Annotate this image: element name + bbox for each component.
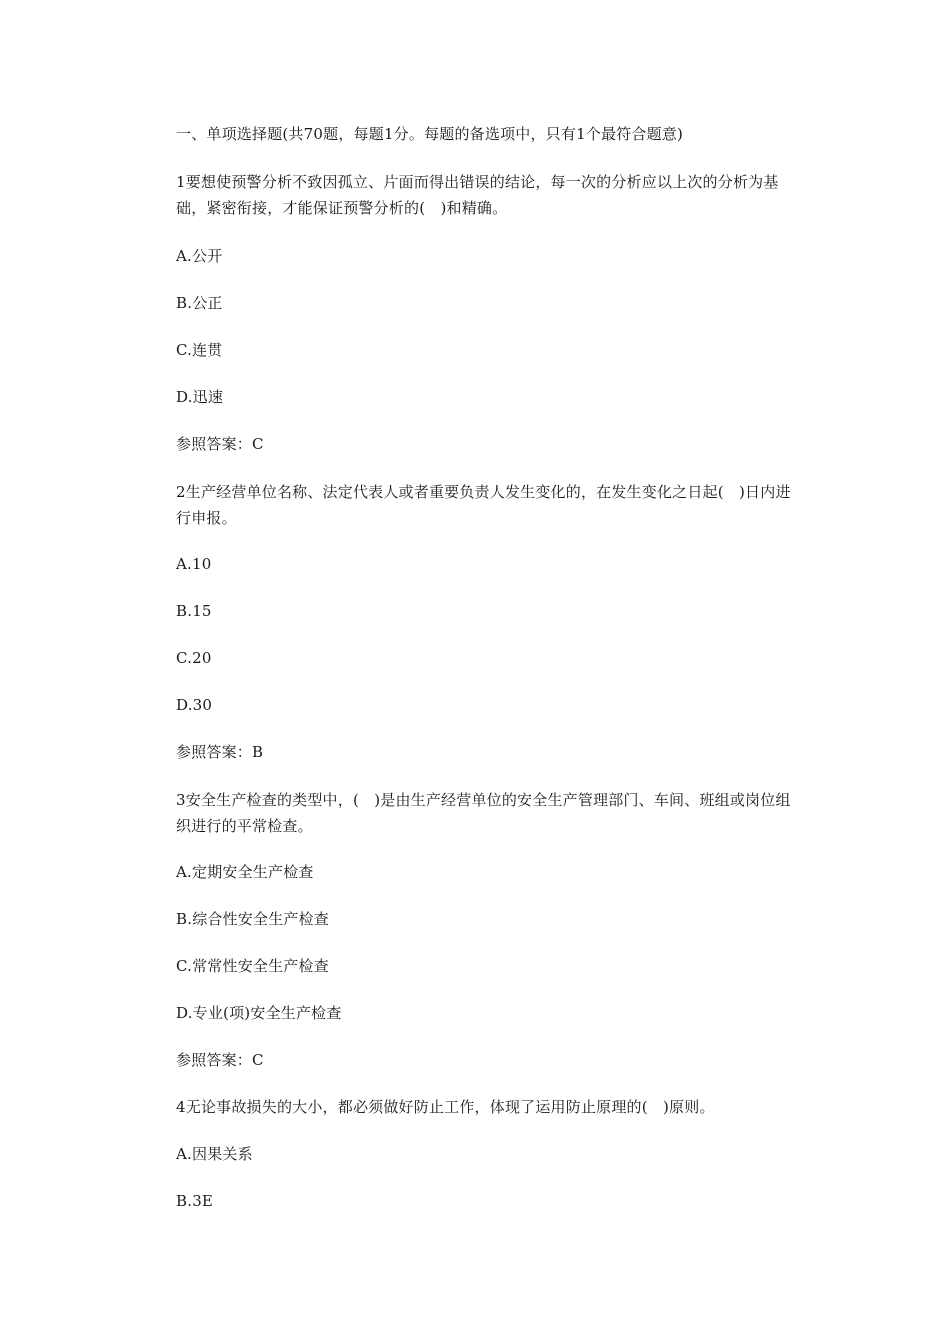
question-1-stem: 1要想使预警分析不致因孤立、片面而得出错误的结论，每一次的分析应以上次的分析为基础，紧密衔接，才能保证预警分析的( )和精确。 <box>176 173 779 217</box>
question-1-option-d: D.迅速 <box>176 388 224 406</box>
question-1-option-b: B.公正 <box>176 294 223 312</box>
question-3-option-c: C.常常性安全生产检查 <box>176 957 329 975</box>
question-3-stem: 3安全生产检查的类型中，( )是由生产经营单位的安全生产管理部门、车间、班组或岗位组织进行的平常检查。 <box>176 791 791 835</box>
question-3-option-d: D.专业(项)安全生产检查 <box>176 1004 342 1022</box>
question-2-option-d: D.30 <box>176 696 213 714</box>
question-3-option-b: B.综合性安全生产检查 <box>176 910 329 928</box>
section-heading: 一、单项选择题(共70题，每题1分。每题的备选项中，只有1个最符合题意) <box>176 125 684 143</box>
question-2-option-c: C.20 <box>176 649 212 667</box>
question-3-answer: 参照答案：C <box>176 1051 264 1069</box>
question-1-option-a: A.公开 <box>176 247 223 265</box>
question-3-option-a: A.定期安全生产检查 <box>176 863 314 881</box>
question-2-option-b: B.15 <box>176 602 212 620</box>
question-4-stem: 4无论事故损失的大小，都必须做好防止工作，体现了运用防止原理的( )原则。 <box>176 1098 715 1116</box>
question-1-option-c: C.连贯 <box>176 341 223 359</box>
question-2-answer: 参照答案：B <box>176 743 264 761</box>
question-4-option-a: A.因果关系 <box>176 1145 253 1163</box>
question-1-answer: 参照答案：C <box>176 435 264 453</box>
question-2-option-a: A.10 <box>176 555 212 573</box>
question-2-stem: 2生产经营单位名称、法定代表人或者重要负责人发生变化的，在发生变化之日起( )日内进行申报。 <box>176 483 791 527</box>
question-4-option-b: B.3E <box>176 1192 214 1210</box>
